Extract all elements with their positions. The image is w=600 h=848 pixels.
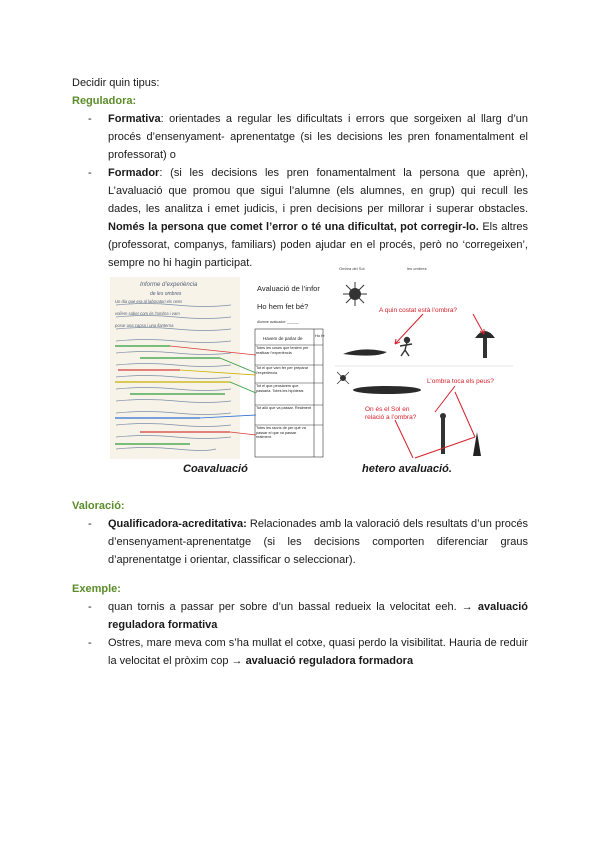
reguladora-heading-text: Reguladora [72,95,133,107]
valoracio-heading-text: Valoració [72,500,121,512]
list-item-formador: - Formador: (si les decisions les pren fonamentalment la persona que aprèn), L’avaluació que promou que sigui l’alumne (els alumnes, en grup) qui recull les dades, les analitza i emet judicis, i pren decisions per millorar i superar obstacles. Només la persona que comet l’error o té una dificultat, pot corregir-lo. Els altres (professorat, companys, familiars) poden ajudar en el procés, però no ‘corregeixen’, sempre no hi hagin participat. [88,167,528,269]
caption-heteroavaluacio: hetero avaluació. [362,463,452,475]
formador-text: : (si les decisions les pren fonamentalment la persona que aprèn), L’avaluació que promou que sigui l’alumne (els alumnes, en grup) qui recull les dades, les analitza i emet judicis, i pren decisions per millorar i superar obstacles. [108,167,528,215]
exemple-heading: Exemple: [72,583,121,595]
label-top-center: les ombres [407,266,427,271]
form-col1-header: Havem de parlar de [263,336,303,341]
handwriting-line-4: volíem saber com és l’ombra i vam [115,311,180,316]
valoracio-list [88,515,528,569]
form-title: Avaluació de l’infor [257,284,320,293]
list-item-formativa: - Formativa: orientades a regular les dificultats i errors que sorgeixen al llarg d’un procés d’ensenyament- aprenentatge (si les decisions les pren fonamentalment el professorat) o [88,113,528,161]
handwriting-line-3: Un dia que era al laboratori els nens [115,299,183,304]
qualificadora-text: Relacionades amb la valoració dels resultats d’un procés d’ensenyament-aprenentatge (si les decisions comporten diferenciar graus d’aprenentatge i orientar, classificar o seleccionar). [108,518,528,566]
form-col2-header: Ho fe [315,333,325,338]
sun-icon [343,282,367,306]
exemple-1-text: quan tornis a passar per sobre d’un bassal redueix la velocitat eeh. → [108,601,473,613]
question-3: On és el Sol en relació a l’ombra? [365,406,417,421]
term-formador: Formador [108,167,160,179]
list-item-qualificadora: - Qualificadora-acreditativa: Relacionades amb la valoració dels resultats d’un procés d’ensenyament-aprenentatge (si les decisions comporten diferenciar graus d’aprenentatge i orientar, classificar o seleccionar). [88,518,528,566]
reguladora-heading: Reguladora: [72,95,137,107]
valoracio-heading: Valoració: [72,500,125,512]
formativa-text: : orientades a regular les dificultats i errors que sorgeixen al llarg d’un procés d’ensenyament- aprenentatge (si les decisions les pren fonamentalment el professorat) o [108,113,528,161]
reguladora-list [88,110,528,272]
form-row-4: Tot allò que va passar. Realment [256,406,312,410]
list-item-exemple-1: - quan tornis a passar per sobre d’un bassal redueix la velocitat eeh. → avaluació reguladora formativa [88,601,528,631]
heteroavaluacio-image [335,262,513,460]
form-row-5: Totes les raons de per què va passar el que va passar realment. [256,426,306,439]
exemple-2-text: Ostres, mare meva com s’ha mullat el cotxe, quasi perdo la visibilitat. Hauria de reduir la velocitat el pròxim cop → [108,637,528,667]
form-row-2: Tot el que vam fer per preparar l’experiència [256,366,309,375]
exemple-2-bold: avaluació reguladora formadora [245,655,414,667]
formador-bold-text: Només la persona que comet l’error o té una dificultat, pot corregir-lo. [108,221,479,233]
heteroavaluacio-illustration [335,262,513,460]
form-evaluator: Alumne avaluador: ______ [257,320,299,324]
handwriting-line-5: posar una capsa i una llanterna [115,323,174,328]
exemple-1-bold: avaluació reguladora formativa [108,601,528,631]
term-formativa: Formativa [108,113,161,125]
form-question: Ho hem fet bé? [257,302,309,311]
term-qualificadora: Qualificadora-acreditativa: [108,518,247,530]
intro-text: Decidir quin tipus: [72,77,160,89]
formador-tail-text: Els altres (professorat, companys, familiars) poden ajudar en el procés, però no ‘corregeixen’, sempre no hi hagin participat. [108,221,528,269]
question-2: L’ombra toca els peus? [427,378,494,385]
coavaluacio-image [110,277,325,459]
list-item-exemple-2: - Ostres, mare meva com s’ha mullat el cotxe, quasi perdo la visibilitat. Hauria de reduir la velocitat el pròxim cop → avaluació reguladora formadora [88,637,528,667]
label-top-left: Ombra del Sol [339,266,365,271]
question-1: A quin costat està l’ombra? [379,307,458,314]
form-row-1: Totes les coses que teniem per realitzar l’experiència [256,346,309,355]
coavaluacio-illustration [110,277,325,459]
handwriting-line-1: Informe d’experiència [140,282,198,288]
caption-coavaluacio: Coavaluació [183,463,248,475]
exemple-list [88,598,528,670]
handwriting-line-2: de les ombres [150,291,182,297]
long-shadow [353,386,421,394]
form-row-3: Tot el que pensàvem que passaria. Totes les hipòtesis [256,384,304,393]
